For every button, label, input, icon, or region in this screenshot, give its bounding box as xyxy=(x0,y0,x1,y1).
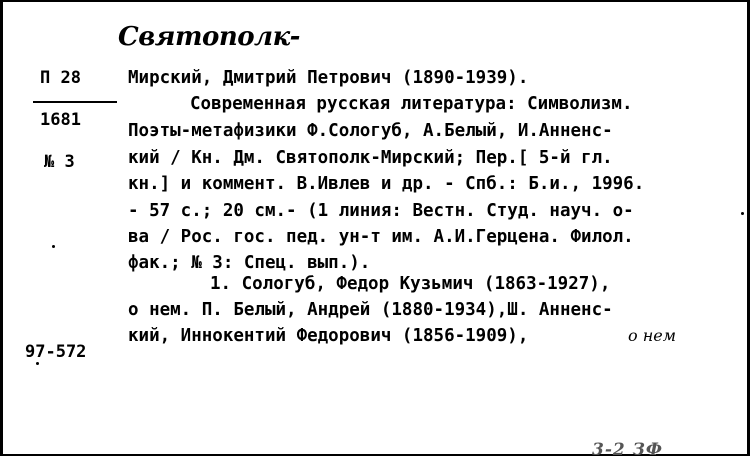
card-left-edge xyxy=(0,0,3,456)
ink-dot xyxy=(36,362,39,365)
entry-line-heading: Мирский, Дмитрий Петрович (1890-1939). xyxy=(128,68,529,88)
shelf-mark: П 28 xyxy=(40,68,81,88)
issue-number: № 3 xyxy=(44,152,75,172)
subject-line: 1. Сологуб, Федор Кузьмич (1863-1927), xyxy=(210,274,611,294)
subject-line: кий, Иннокентий Федорович (1856-1909), xyxy=(128,326,529,346)
shelf-mark-divider xyxy=(33,101,117,103)
entry-line: - 57 с.; 20 см.- (1 линия: Вестн. Студ. науч. о- xyxy=(128,201,634,221)
entry-line: кн.] и коммент. В.Ивлев и др. - Спб.: Б.и., 1996. xyxy=(128,174,645,194)
accession-number: 97-572 xyxy=(25,342,87,362)
entry-line: ва / Рос. гос. пед. ун-т им. А.И.Герцена. Филол. xyxy=(128,227,634,247)
handwritten-bottom-note: 3-2 ЗФ xyxy=(592,440,664,456)
handwritten-annotation: о нем xyxy=(628,326,676,345)
entry-line: фак.; № 3: Спец. вып.). xyxy=(128,253,371,273)
card-top-edge xyxy=(0,0,750,2)
entry-line: Поэты-метафизики Ф.Сологуб, А.Белый, И.Анненс- xyxy=(128,121,613,141)
ink-dot xyxy=(52,245,55,248)
entry-line-title: Современная русская литература: Символизм. xyxy=(190,94,633,114)
handwritten-heading: Святополк- xyxy=(118,22,300,52)
call-number: 1681 xyxy=(40,110,81,130)
ink-dot xyxy=(741,212,744,215)
entry-line: кий / Кн. Дм. Святополк-Мирский; Пер.[ 5-й гл. xyxy=(128,148,613,168)
subject-line: о нем. П. Белый, Андрей (1880-1934),Ш. Анненс- xyxy=(128,300,613,320)
